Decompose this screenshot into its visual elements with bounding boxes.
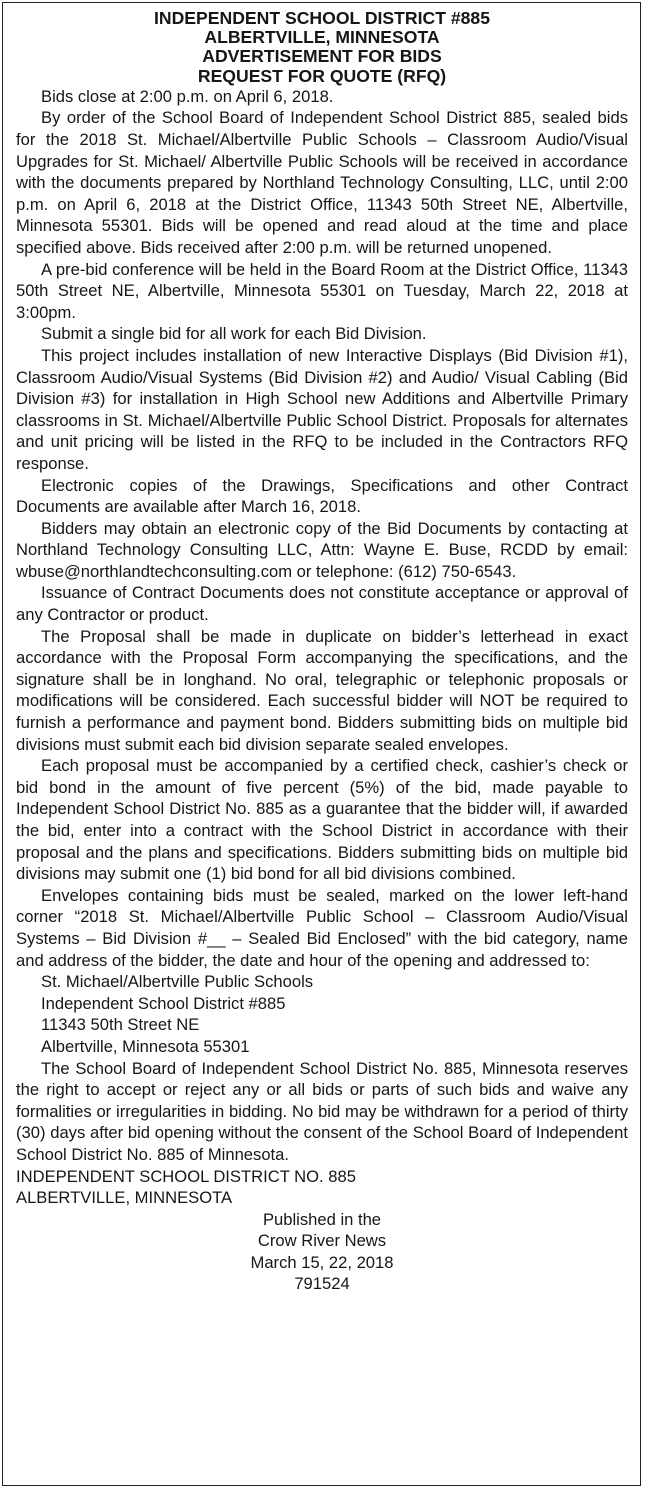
signature-city: ALBERTVILLE, MINNESOTA xyxy=(16,1188,233,1208)
heading-city: ALBERTVILLE, MINNESOTA xyxy=(204,27,440,48)
reservation-of-rights-paragraph: The School Board of Independent School District No. 885, Minnesota reserves the right to accept or reject any or all bids or parts of such bids and waive any formalities or irregularities in bidding. No bid may be withdrawn for a period of thirty (30) days after bid opening without the consent of the School Board of Independent School District No. 885 of Minnesota. xyxy=(16,1058,628,1164)
ad-number: 791524 xyxy=(294,1274,350,1294)
envelope-marking-paragraph: Envelopes containing bids must be sealed, marked on the lower left-hand corner “2018 St. Michael/Albertville Public School – Classroom Audio/Visual Systems – Bid Division #__ – Sealed Bid Enclosed” with the bid category, name and address of the bidder, the date and hour of the opening and addressed to: xyxy=(16,885,628,970)
signature-district: INDEPENDENT SCHOOL DISTRICT NO. 885 xyxy=(16,1166,356,1186)
legal-notice xyxy=(2,2,641,1486)
heading-rfq: REQUEST FOR QUOTE (RFQ) xyxy=(197,65,447,86)
address-line: St. Michael/Albertville Public Schools xyxy=(41,972,314,992)
publication-dates: March 15, 22, 2018 xyxy=(250,1252,394,1272)
electronic-copies-paragraph: Electronic copies of the Drawings, Specifications and other Contract Documents are available after March 16, 2018. xyxy=(16,475,628,517)
notice-body xyxy=(16,86,628,1166)
heading-advertisement: ADVERTISEMENT FOR BIDS xyxy=(202,46,442,67)
bid-close-paragraph: Bids close at 2:00 p.m. on April 6, 2018. xyxy=(41,86,334,106)
obtain-documents-paragraph: Bidders may obtain an electronic copy of the Bid Documents by contacting at Northland Technology Consulting LLC, Attn: Wayne E. Buse, RCDD by email: wbuse@northlandtechconsulting.com or telephone: (612) 750-6543. xyxy=(16,518,628,581)
project-scope-paragraph: This project includes installation of new Interactive Displays (Bid Division #1), Classroom Audio/Visual Systems (Bid Division #2) and Audio/ Visual Cabling (Bid Division #3) for installation in High School new Additions and Albertville Primary classrooms in St. Michael/Albertville Public School District. Proposals for alternates and unit pricing will be listed in the RFQ to be included in the Contractors RFQ response. xyxy=(16,345,628,473)
heading-district: INDEPENDENT SCHOOL DISTRICT #885 xyxy=(154,8,490,28)
sealed-bids-paragraph: By order of the School Board of Independent School District 885, sealed bids for the 2018 St. Michael/Albertville Public Schools – Classroom Audio/Visual Upgrades for St. Michael/ Albertville Public Schools will be received in accordance with the documents prepared by Northland Technology Consulting, LLC, until 2:00 p.m. on April 6, 2018 at the District Office, 11343 50th Street NE, Albertville, Minnesota 55301. Bids will be opened and read aloud at the time and place specified above. Bids received after 2:00 p.m. will be returned unopened. xyxy=(16,108,628,257)
single-bid-paragraph: Submit a single bid for all work for each Bid Division. xyxy=(41,324,427,344)
publication-info xyxy=(16,1209,628,1295)
newspaper-name: Crow River News xyxy=(257,1231,387,1251)
proposal-paragraph: The Proposal shall be made in duplicate on bidder’s letterhead in exact accordance with the Proposal Form accompanying the specifications, and the signature shall be in longhand. No oral, telegraphic or telephonic proposals or modifications will be considered. Each successful bidder will NOT be required to furnish a performance and payment bond. Bidders submitting bids on multiple bid divisions must submit each bid division separate sealed envelopes. xyxy=(16,626,628,754)
notice-heading xyxy=(16,9,628,86)
published-in-label: Published in the xyxy=(262,1209,382,1229)
address-line: Independent School District #885 xyxy=(41,993,286,1013)
address-line: 11343 50th Street NE xyxy=(41,1015,200,1035)
pre-bid-conference-paragraph: A pre-bid conference will be held in the Board Room at the District Office, 11343 50th Street NE, Albertville, Minnesota 55301 on Tuesday, March 22, 2018 at 3:00pm. xyxy=(16,259,628,322)
signature-block xyxy=(16,1166,628,1209)
mailing-address xyxy=(16,971,628,1057)
address-line: Albertville, Minnesota 55301 xyxy=(41,1036,250,1056)
issuance-paragraph: Issuance of Contract Documents does not constitute acceptance or approval of any Contractor or product. xyxy=(16,583,628,625)
bid-security-paragraph: Each proposal must be accompanied by a certified check, cashier’s check or bid bond in the amount of five percent (5%) of the bid, made payable to Independent School District No. 885 as a guarantee that the bidder will, if awarded the bid, enter into a contract with the School District in accordance with their proposal and the plans and specifications. Bidders submitting bids on multiple bid divisions may submit one (1) bid bond for all bid divisions combined. xyxy=(16,756,628,884)
